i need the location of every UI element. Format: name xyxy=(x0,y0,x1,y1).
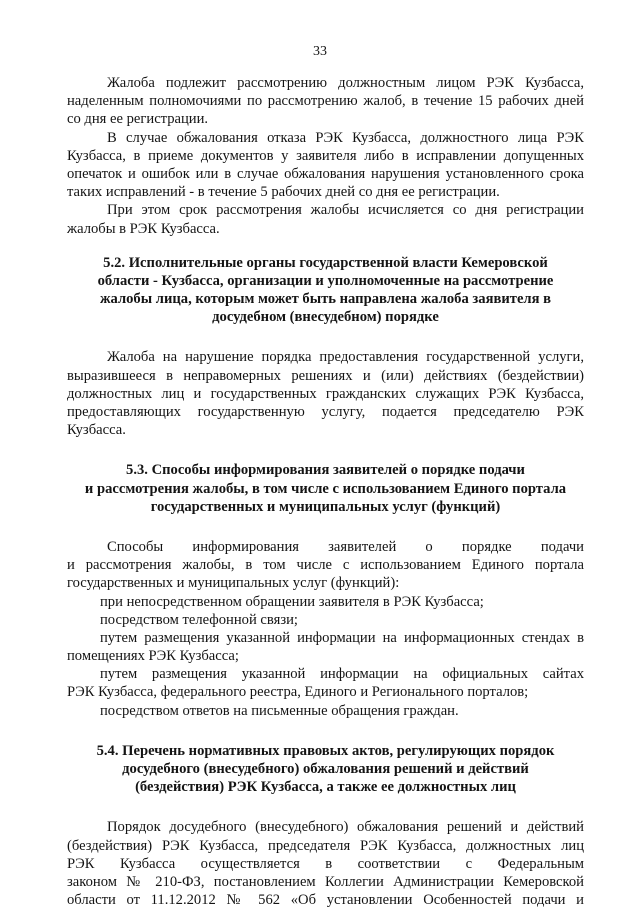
page-content xyxy=(67,74,584,909)
text-line: и рассмотрения жалобы, в том числе с использованием Единого портала xyxy=(67,557,584,574)
text-line: законом № 210-ФЗ, постановлением Коллегии Администрации Кемеровской xyxy=(67,873,584,890)
text-line: государственных и муниципальных услуг (функций): xyxy=(67,575,400,592)
heading-line: досудебном (внесудебном) порядке xyxy=(212,309,439,326)
text-line: выразившееся в неправомерных решениях и (или) действиях (бездействии) xyxy=(67,367,584,384)
section-heading-5-3 xyxy=(67,461,584,516)
text-line: опечаток и ошибок или в случае обжалования нарушения установленного срока xyxy=(67,165,584,182)
paragraph-review-term xyxy=(67,74,584,129)
heading-line: 5.4. Перечень нормативных правовых актов, регулирующих порядок xyxy=(96,742,555,759)
text-line: Жалоба на нарушение порядка предоставления государственной услуги, xyxy=(107,349,584,366)
text-line: (бездействия) РЭК Кузбасса, председателя РЭК Кузбасса, должностных лиц xyxy=(67,837,584,854)
paragraph-informing-methods xyxy=(67,538,584,593)
heading-line: государственных и муниципальных услуг (функций) xyxy=(150,498,501,515)
paragraph-term-calculation xyxy=(67,201,584,237)
paragraph-refusal-appeal xyxy=(67,129,584,202)
text-line: Жалоба подлежит рассмотрению должностным лицом РЭК Кузбасса, xyxy=(107,75,584,91)
text-line: таких исправлений - в течение 5 рабочих дней со дня ее регистрации. xyxy=(67,184,500,201)
informing-methods-list xyxy=(67,593,584,720)
paragraph-complaint-recipient xyxy=(67,348,584,439)
text-line: Кузбасса. xyxy=(67,422,126,439)
heading-line: 5.3. Способы информирования заявителей о порядке подачи xyxy=(126,462,525,479)
heading-line: и рассмотрения жалобы, в том числе с использованием Единого портала xyxy=(84,480,567,497)
section-heading-5-4 xyxy=(67,742,584,797)
text-line: области от 11.12.2012 № 562 «Об установлении Особенностей подачи и xyxy=(67,892,584,909)
list-item: посредством телефонной связи; xyxy=(100,611,298,628)
list-item: помещениях РЭК Кузбасса; xyxy=(67,648,239,665)
text-line: жалобы в РЭК Кузбасса. xyxy=(67,220,220,237)
text-line: наделенным полномочиями по рассмотрению жалоб, в течение 15 рабочих дней xyxy=(67,93,584,110)
list-item: при непосредственном обращении заявителя в РЭК Кузбасса; xyxy=(100,593,484,610)
heading-line: досудебного (внесудебного) обжалования решений и действий xyxy=(122,761,529,777)
heading-line: жалобы лица, которым может быть направлена жалоба заявителя в xyxy=(99,291,552,308)
text-line: Способы информирования заявителей о порядке подачи xyxy=(107,538,584,555)
page-number: 33 xyxy=(313,44,327,59)
paragraph-legal-basis xyxy=(67,818,584,909)
heading-line: (бездействия) РЭК Кузбасса, а также ее должностных лиц xyxy=(135,779,516,796)
heading-line: области - Кузбасса, организации и уполномоченные на рассмотрение xyxy=(97,272,554,289)
list-item: путем размещения указанной информации на официальных сайтах xyxy=(100,666,584,683)
text-line: должностных лиц и государственных гражданских служащих РЭК Кузбасса, xyxy=(67,385,584,402)
text-line: предоставляющих государственную услугу, подается председателю РЭК xyxy=(67,404,584,420)
text-line: Кузбасса, в приеме документов у заявителя либо в исправлении допущенных xyxy=(67,147,584,164)
text-line: Порядок досудебного (внесудебного) обжалования решений и действий xyxy=(107,819,584,836)
text-line: со дня ее регистрации. xyxy=(67,111,209,128)
list-item: РЭК Кузбасса, федерального реестра, Единого и Регионального порталов; xyxy=(67,684,529,701)
section-heading-5-2 xyxy=(67,254,584,327)
text-line: РЭК Кузбасса осуществляется в соответствии с Федеральным xyxy=(67,855,584,872)
text-line: При этом срок рассмотрения жалобы исчисляется со дня регистрации xyxy=(107,202,584,219)
list-item: посредством ответов на письменные обращения граждан. xyxy=(100,702,459,719)
heading-line: 5.2. Исполнительные органы государственной власти Кемеровской xyxy=(103,254,548,271)
text-line: В случае обжалования отказа РЭК Кузбасса, должностного лица РЭК xyxy=(107,129,584,146)
list-item: путем размещения указанной информации на информационных стендах в xyxy=(100,629,584,646)
